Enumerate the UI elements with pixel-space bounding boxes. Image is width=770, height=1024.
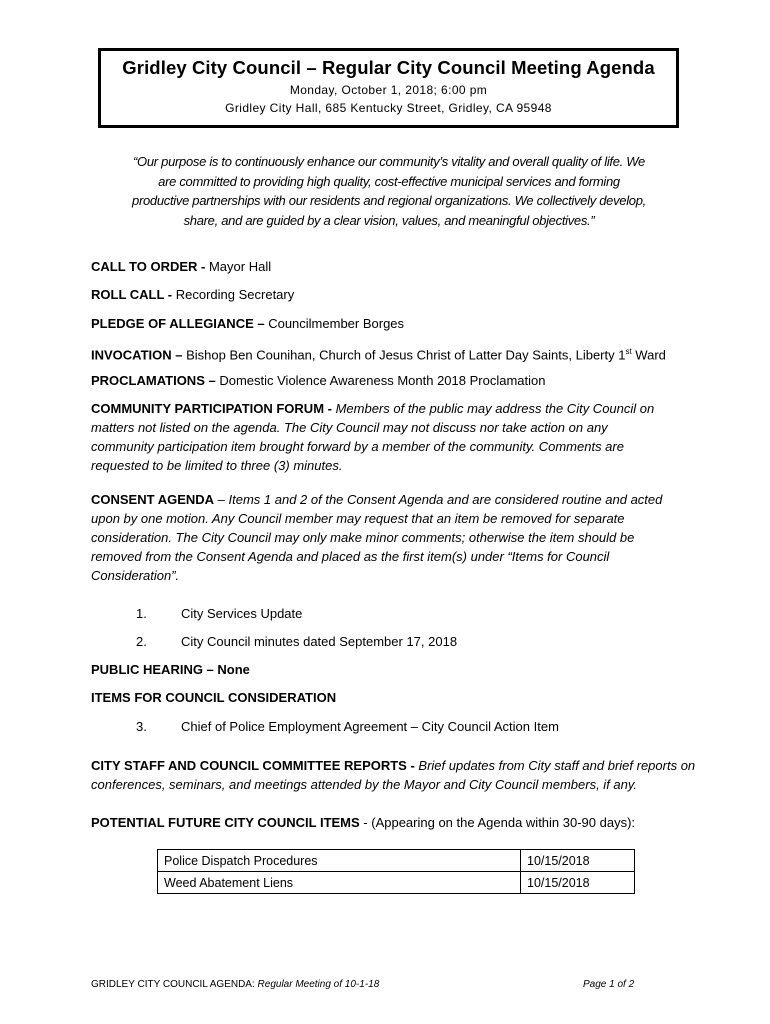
footer-meeting: Regular Meeting of 10-1-18 (257, 979, 380, 990)
future-item-date: 10/15/2018 (521, 872, 635, 894)
proclamations (91, 371, 711, 390)
invocation-text: Bishop Ben Counihan, Church of Jesus Christ of Latter Day Saints, Liberty 1 (182, 347, 626, 363)
mission-line: productive partnerships with our residents and regional organizations. We collectively develop, (132, 193, 646, 208)
consent-agenda (91, 490, 711, 585)
invocation-text-end: Ward (631, 347, 666, 363)
community-forum-line: requested to be limited to three (3) minutes. (91, 458, 343, 473)
community-forum (91, 399, 711, 475)
meeting-datetime: Monday, October 1, 2018; 6:00 pm (289, 83, 488, 97)
footer-left (91, 979, 379, 990)
page-title: Gridley City Council – Regular City Council Meeting Agenda (122, 57, 655, 78)
consent-agenda-line: upon by one motion. Any Council member may request that an item be removed for separate (91, 511, 625, 526)
consent-item-text: City Council minutes dated September 17, 2018 (181, 634, 458, 649)
mission-line: are committed to providing high quality, cost-effective municipal services and forming (158, 173, 620, 189)
consent-agenda-line: consideration. The City Council may only make minor comments; otherwise the item should be (91, 530, 635, 545)
community-forum-line: matters not listed on the agenda. The City Council may not discuss nor take action on any (91, 420, 608, 435)
header-box (98, 48, 679, 128)
council-consideration-heading (91, 688, 711, 707)
public-hearing-label: PUBLIC HEARING – None (91, 662, 250, 677)
roll-call-label: ROLL CALL - (91, 287, 173, 302)
consent-item-number: 2. (136, 634, 147, 649)
pledge (91, 314, 711, 333)
pledge-text: Councilmember Borges (264, 316, 405, 331)
future-item-name: Weed Abatement Liens (158, 872, 521, 894)
mission-line: share, and are guided by a clear vision, values, and meaningful objectives.” (183, 212, 595, 228)
roll-call-text: Recording Secretary (172, 287, 295, 302)
consent-agenda-line: removed from the Consent Agenda and placed as the first item(s) under “Items for Council (91, 549, 610, 564)
staff-reports (91, 756, 711, 794)
future-item-date: 10/15/2018 (521, 850, 635, 872)
mission-line: “Our purpose is to continuously enhance our community’s vitality and overall quality of life. We (133, 154, 645, 169)
call-to-order-text: Mayor Hall (205, 259, 272, 274)
page-number: Page 1 of 2 (583, 979, 635, 990)
consent-agenda-dash: – (214, 492, 229, 507)
consent-agenda-label: CONSENT AGENDA (91, 492, 215, 507)
consent-item-text: City Services Update (181, 606, 303, 621)
staff-reports-label: CITY STAFF AND COUNCIL COMMITTEE REPORTS - (91, 758, 415, 773)
council-consideration-label: ITEMS FOR COUNCIL CONSIDERATION (91, 690, 337, 705)
meeting-location: Gridley City Hall, 685 Kentucky Street, Gridley, CA 95948 (225, 101, 552, 115)
council-item-number: 3. (136, 719, 147, 734)
invocation (91, 342, 711, 364)
future-items (91, 813, 711, 832)
call-to-order-label: CALL TO ORDER - (91, 259, 206, 274)
proclamations-text: Domestic Violence Awareness Month 2018 Proclamation (215, 373, 546, 388)
invocation-sup: st (625, 347, 632, 356)
community-forum-label: COMMUNITY PARTICIPATION FORUM - (91, 401, 332, 416)
consent-item-number: 1. (136, 606, 147, 621)
proclamations-label: PROCLAMATIONS – (91, 373, 216, 388)
council-item-text: Chief of Police Employment Agreement – City Council Action Item (181, 719, 559, 734)
staff-reports-line: Brief updates from City staff and brief reports on (414, 758, 696, 773)
table-row (158, 850, 635, 872)
community-forum-line: Members of the public may address the City Council on (331, 401, 655, 416)
future-item-name: Police Dispatch Procedures (158, 850, 521, 872)
mission-statement (96, 152, 682, 230)
footer-label: GRIDLEY CITY COUNCIL AGENDA: (91, 979, 258, 990)
pledge-label: PLEDGE OF ALLEGIANCE – (91, 316, 265, 331)
consent-agenda-line: Consideration”. (91, 568, 180, 583)
future-items-label: POTENTIAL FUTURE CITY COUNCIL ITEMS (91, 815, 360, 830)
roll-call (91, 285, 711, 304)
consent-agenda-line: Items 1 and 2 of the Consent Agenda and are considered routine and acted (228, 492, 663, 507)
staff-reports-line: conferences, seminars, and meetings attended by the Mayor and City Council members, if any. (91, 777, 638, 792)
public-hearing (91, 660, 711, 679)
future-items-table (157, 849, 635, 894)
table-row (158, 872, 635, 894)
call-to-order (91, 257, 711, 276)
future-items-text: - (Appearing on the Agenda within 30-90 days): (359, 815, 636, 830)
community-forum-line: community participation item brought forward by a member of the community. Comments are (91, 439, 624, 454)
invocation-label: INVOCATION – (91, 347, 183, 363)
